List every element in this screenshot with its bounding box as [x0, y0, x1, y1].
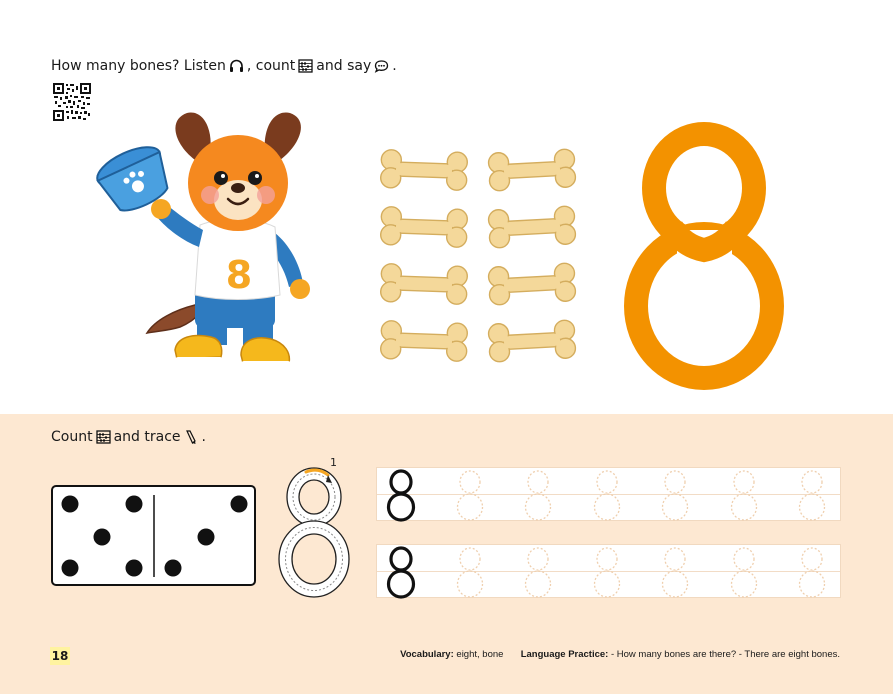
instruction2-text-1: Count [51, 429, 93, 445]
abacus-icon [298, 59, 313, 73]
dotted-eight[interactable] [800, 548, 825, 597]
stroke-order-number: 1 [330, 456, 337, 469]
dotted-eight[interactable] [458, 548, 483, 597]
instruction-text-1: How many bones? Listen [51, 58, 226, 74]
domino-dot [231, 496, 248, 513]
abacus-icon [96, 430, 111, 444]
speech-bubble-icon [374, 59, 389, 73]
instruction-text-4: . [392, 58, 397, 74]
footer-notes [400, 649, 840, 660]
dotted-eight[interactable] [458, 471, 483, 520]
shirt-number: 8 [225, 253, 253, 297]
bones-group [372, 140, 587, 370]
bone-5 [380, 264, 467, 305]
domino-dot [62, 496, 79, 513]
dotted-eight[interactable] [732, 548, 757, 597]
domino-dot [126, 496, 143, 513]
dog-illustration [95, 105, 335, 375]
trace-model-eight [270, 455, 360, 605]
tracing-row-1[interactable] [376, 467, 841, 521]
domino-dot [126, 560, 143, 577]
headphones-icon [229, 59, 244, 73]
vocab-text: eight, bone [456, 649, 504, 660]
dotted-eight[interactable] [732, 471, 757, 520]
instruction-count-trace [51, 429, 206, 445]
bone-7 [380, 321, 467, 362]
instruction-text-2: , count [246, 58, 296, 74]
domino-dot [165, 560, 182, 577]
bone-6 [488, 263, 576, 305]
dotted-eight[interactable] [663, 471, 688, 520]
dotted-eight[interactable] [526, 471, 551, 520]
solid-eight [389, 471, 414, 520]
instruction2-text-2: and trace [113, 429, 181, 445]
page-number: 18 [51, 649, 69, 663]
dotted-eight[interactable] [526, 548, 551, 597]
vocab-label: Vocabulary: [400, 649, 454, 660]
bone-8 [488, 320, 576, 362]
instruction-text-3: and say [316, 58, 372, 74]
bone-1 [380, 150, 467, 191]
tracing-row-2-eights [377, 545, 842, 599]
tracing-row-2[interactable] [376, 544, 841, 598]
practice-text: - How many bones are there? - There are eight bones. [610, 649, 840, 660]
tracing-row-1-eights [377, 468, 842, 522]
dotted-eight[interactable] [595, 471, 620, 520]
instruction-count-bones [51, 58, 397, 74]
instruction2-text-3: . [201, 429, 206, 445]
domino-dot [62, 560, 79, 577]
domino-dot [198, 529, 215, 546]
dotted-eight[interactable] [800, 471, 825, 520]
big-number-eight [622, 118, 787, 393]
bone-3 [380, 207, 467, 248]
bone-4 [488, 206, 576, 248]
domino [51, 485, 256, 586]
qr-code[interactable] [53, 83, 91, 121]
domino-dot [94, 529, 111, 546]
pencil-icon [184, 430, 199, 444]
dotted-eight[interactable] [595, 548, 620, 597]
dotted-eight[interactable] [663, 548, 688, 597]
solid-eight [389, 548, 414, 597]
practice-label: Language Practice: [520, 649, 609, 660]
bone-2 [488, 149, 576, 191]
